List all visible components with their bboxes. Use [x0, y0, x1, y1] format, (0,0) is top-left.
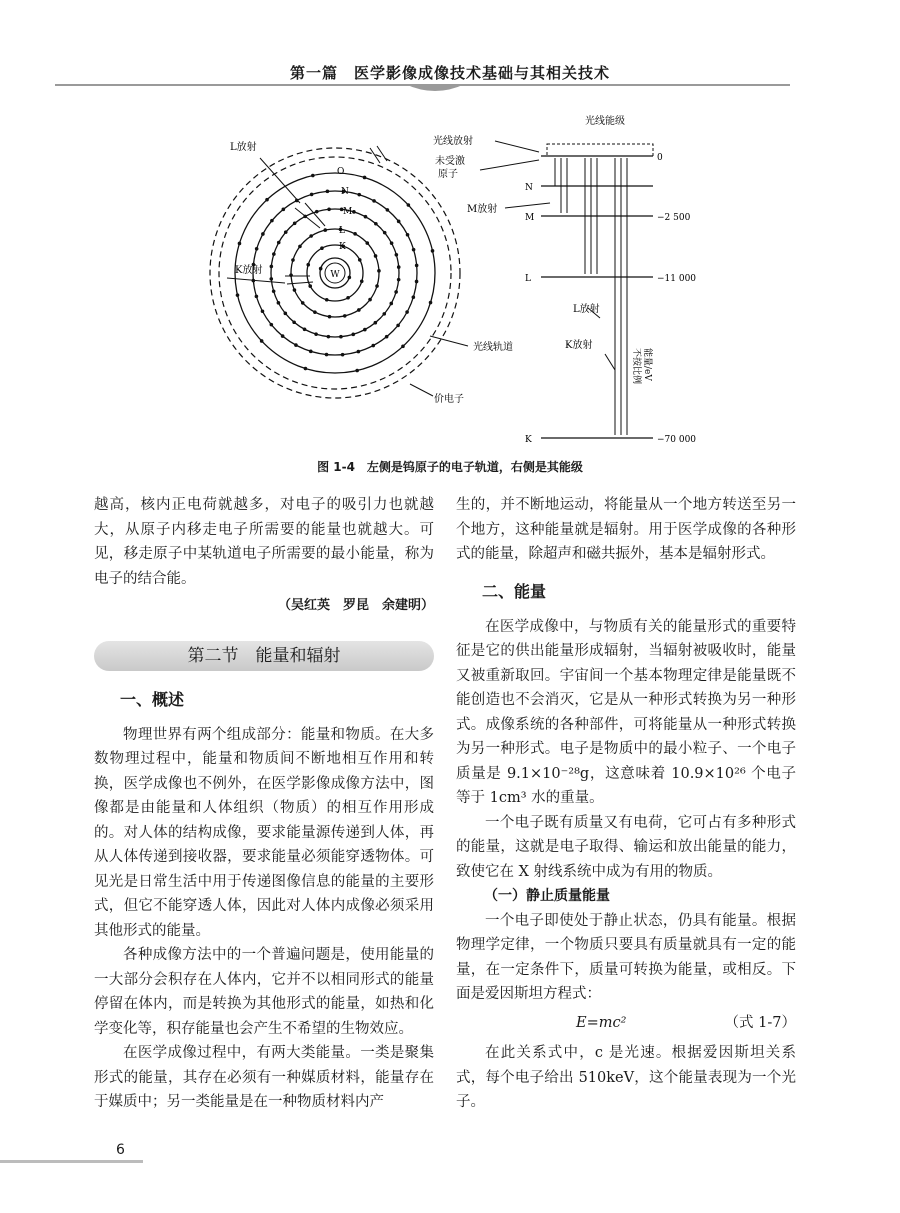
- electron-dot: [363, 176, 367, 180]
- electron-dot: [304, 367, 308, 371]
- electron-dot: [407, 203, 411, 207]
- electron-dot: [315, 210, 319, 214]
- electron-dot: [270, 265, 274, 269]
- electron-dot: [291, 258, 295, 262]
- electron-dot: [281, 334, 285, 338]
- section-title: 第二节 能量和辐射: [94, 641, 434, 671]
- electron-dot: [348, 276, 352, 280]
- electron-dot: [310, 193, 314, 197]
- level-k-label: K: [525, 435, 532, 445]
- level-n-label: N: [525, 183, 533, 193]
- electron-dot: [375, 284, 379, 288]
- electron-dot: [386, 208, 390, 212]
- electron-dot: [397, 278, 401, 282]
- atom-k-radiation-label: K放射: [235, 265, 263, 276]
- electron-dot: [328, 315, 332, 319]
- shell-label-k: K: [339, 242, 346, 252]
- electron-dot: [390, 241, 394, 245]
- running-header: 第一篇 医学影像成像技术基础与其相关技术: [289, 64, 610, 82]
- equation-row: [456, 1011, 796, 1036]
- electron-dot: [306, 263, 310, 267]
- right-paragraph-2: 在医学成像中，与物质有关的能量形式的重要特征是它的供出能量形成辐射，当辐射被吸收时，能量又被重新取回。宇宙间一个基本物理定律是能量既不能创造也不会消灭，它是从一种形式转换为另一种形式。成像系统的各种部件，可将能量从一种形式转换为另一种形式。电子是物质中的最小粒子、一个电子质量是 9.1×10⁻²⁸g，这意味着 10.9×10²⁶ 个电子等于 1cm³ 水的重量。: [456, 618, 796, 806]
- m-radiation-label: M放射: [467, 204, 498, 215]
- level-zero: 0: [657, 153, 663, 163]
- left-paragraph-3: 各种成像方法中的一个普遍问题是，使用能量的一大部分会积存在人体内，它并不以相同形式的能量停留在体内，而是转换为其他形式的能量，如热和化学变化等，积存能量也会产生不希望的生物效应。: [94, 947, 434, 1037]
- authors-line: （吴红英 罗昆 余建明）: [277, 598, 434, 613]
- electron-dot: [272, 252, 276, 256]
- valence-electron-label: 价电子: [434, 394, 464, 405]
- electron-dot: [405, 310, 409, 314]
- electron-dot: [294, 343, 298, 347]
- electron-dot: [357, 193, 361, 197]
- electron-dot: [313, 310, 317, 314]
- nucleus-label: W: [330, 270, 340, 280]
- electron-dot: [272, 289, 276, 293]
- electron-dot: [341, 353, 345, 357]
- shell-label-o: O: [337, 167, 345, 177]
- electron-dot: [327, 207, 331, 211]
- heading-overview: 一、概述: [120, 689, 185, 709]
- electron-dot: [238, 242, 242, 246]
- energy-level-diagram: [433, 114, 696, 445]
- electron-dot: [364, 215, 368, 219]
- electron-dot: [351, 333, 355, 337]
- electron-dot: [372, 199, 376, 203]
- electron-dot: [358, 258, 362, 262]
- right-paragraph-1: 生的，并不断地运动，将能量从一个地方转送至另一个地方，这种能量就是辐射。用于医学成像的各种形式的能量，除超声和磁共振外，基本是辐射形式。: [456, 497, 796, 562]
- left-paragraph-1: 越高，核内正电荷就越多，对电子的吸引力也就越大，从原子内移走电子所需要的能量也就越大。可见，移走原子中某轨道电子所需要的最小能量，称为电子的结合能。: [94, 497, 434, 587]
- atom-l-radiation-label: L放射: [230, 142, 257, 153]
- electron-dot: [382, 312, 386, 316]
- electron-dot: [260, 339, 264, 343]
- electron-dot: [374, 254, 378, 258]
- optical-level-label: 光线能级: [585, 116, 625, 127]
- electron-dot: [352, 210, 356, 214]
- electron-dot: [325, 298, 329, 302]
- unexcited-atom-label: 未受激原子: [435, 156, 465, 180]
- level-m-label: M: [525, 213, 535, 223]
- electron-dot: [303, 327, 307, 331]
- right-paragraph-4: 一个电子即使处于静止状态，仍具有能量。根据物理学定律，一个物质只要具有质量就具有一定的能量，在一定条件下，质量可转换为能量，或相反。下面是爱因斯坦方程式：: [456, 912, 796, 1002]
- electron-dot: [360, 279, 364, 283]
- electron-dot: [377, 269, 381, 273]
- header-notch: [405, 84, 465, 92]
- electron-dot: [309, 234, 313, 238]
- electron-dot: [389, 302, 393, 306]
- left-paragraph-4: 在医学成像过程中，有两大类能量。一类是聚集形式的能量，其存在必须有一种媒质材料，能量存在于媒质中；另一类能量是在一种物质材料内产: [94, 1045, 434, 1110]
- electron-dot: [406, 233, 410, 237]
- heading-energy: 二、能量: [482, 581, 547, 601]
- k-radiation-label: K放射: [565, 340, 593, 351]
- electron-dot: [394, 290, 398, 294]
- electron-dot: [368, 298, 372, 302]
- electron-dot: [415, 280, 419, 284]
- shell-label-l: L: [339, 226, 345, 236]
- electron-dot: [277, 241, 281, 245]
- electron-dot: [298, 245, 302, 249]
- electron-dot: [396, 324, 400, 328]
- electron-dot: [282, 208, 286, 212]
- page-number: 6: [116, 1142, 125, 1158]
- figure-1-4: [205, 108, 715, 453]
- level-k-energy: −70 000: [657, 435, 697, 445]
- electron-dot: [343, 314, 347, 318]
- electron-dot: [357, 308, 361, 312]
- electron-dot: [284, 312, 288, 316]
- electron-dot: [363, 328, 367, 332]
- electron-dot: [365, 241, 369, 245]
- electron-dot: [277, 301, 281, 305]
- heading-rest-mass-energy: （一）静止质量能量: [484, 888, 610, 904]
- electron-dot: [314, 332, 318, 336]
- electron-dot: [309, 350, 313, 354]
- electron-dot: [301, 301, 305, 305]
- electron-dot: [255, 295, 259, 299]
- electron-dot: [383, 231, 387, 235]
- equation-number: （式 1-7）: [724, 1014, 796, 1031]
- shell-label-n: N: [341, 187, 349, 197]
- electron-dot: [374, 321, 378, 325]
- electron-dot: [261, 309, 265, 313]
- electron-dot: [265, 198, 269, 202]
- electron-dot: [346, 296, 350, 300]
- equation: E=mc²: [576, 1014, 627, 1031]
- electron-dot: [323, 228, 327, 232]
- electron-dot: [308, 284, 312, 288]
- electron-dot: [395, 253, 399, 257]
- electron-dot: [357, 350, 361, 354]
- electron-dot: [415, 264, 419, 268]
- energy-axis-label: 能量/eV不按比例: [631, 348, 652, 385]
- electron-dot: [429, 301, 433, 305]
- optical-orbit-label: 光线轨道: [473, 342, 513, 353]
- l-radiation-label: L放射: [573, 304, 600, 315]
- electron-dot: [270, 323, 274, 327]
- electron-dot: [326, 190, 330, 194]
- electron-dot: [397, 220, 401, 224]
- right-column: [456, 493, 796, 1115]
- electron-dot: [292, 320, 296, 324]
- electron-dot: [255, 247, 259, 251]
- right-paragraph-5: 在此关系式中，c 是光速。根据爱因斯坦关系式，每个电子给出 510keV，这个能量表现为一个光子。: [456, 1045, 796, 1110]
- footer-rule: [0, 1160, 143, 1163]
- right-paragraph-3: 一个电子既有质量又有电荷，它可占有多种形式的能量，这就是电子取得、输运和放出能量的能力，致使它在 X 射线系统中成为有用的物质。: [456, 814, 796, 880]
- electron-dot: [371, 344, 375, 348]
- electron-dot: [293, 288, 297, 292]
- electron-dot: [261, 232, 265, 236]
- electron-dot: [284, 230, 288, 234]
- electron-dot: [397, 265, 401, 269]
- electron-dot: [339, 335, 343, 339]
- electron-dot: [325, 353, 329, 357]
- electron-dot: [319, 267, 323, 271]
- electron-dot: [320, 246, 324, 250]
- figure-caption: 图 1-4 左侧是钨原子的电子轨道，右侧是其能级: [317, 460, 583, 474]
- electron-dot: [412, 248, 416, 252]
- atom-diagram: [210, 140, 513, 405]
- left-column: [94, 493, 434, 1115]
- electron-dot: [311, 174, 315, 178]
- electron-dot: [374, 222, 378, 226]
- electron-dot: [270, 219, 274, 223]
- electron-dot: [355, 369, 359, 373]
- electron-dot: [293, 222, 297, 226]
- electron-dot: [353, 232, 357, 236]
- electron-dot: [269, 277, 273, 281]
- electron-dot: [431, 249, 435, 253]
- electron-dot: [236, 293, 240, 297]
- level-l-label: L: [525, 274, 531, 284]
- electron-dot: [327, 335, 331, 339]
- left-paragraph-2: 物理世界有两个组成部分：能量和物质。在大多数物理过程中，能量和物质间不断地相互作用和转换，医学成像也不例外，在医学影像成像方法中，图像都是由能量和人体组织（物质）的相互作用形成的。对人体的结构成像，要求能量源传递到人体，再从人体传递到接收器，要求能量必须能穿透物体。可见光是日常生活中用于传递图像信息的能量的主要形式，但它不能穿透人体，因此对人体内成像必须采用其他形式的能量。: [94, 726, 434, 939]
- optical-radiation-label: 光线放射: [433, 136, 473, 147]
- level-m-energy: −2 500: [657, 213, 691, 223]
- level-l-energy: −11 000: [657, 274, 697, 284]
- electron-dot: [412, 295, 416, 299]
- electron-dot: [385, 335, 389, 339]
- shell-label-m: M: [343, 207, 353, 217]
- electron-dot: [401, 345, 405, 349]
